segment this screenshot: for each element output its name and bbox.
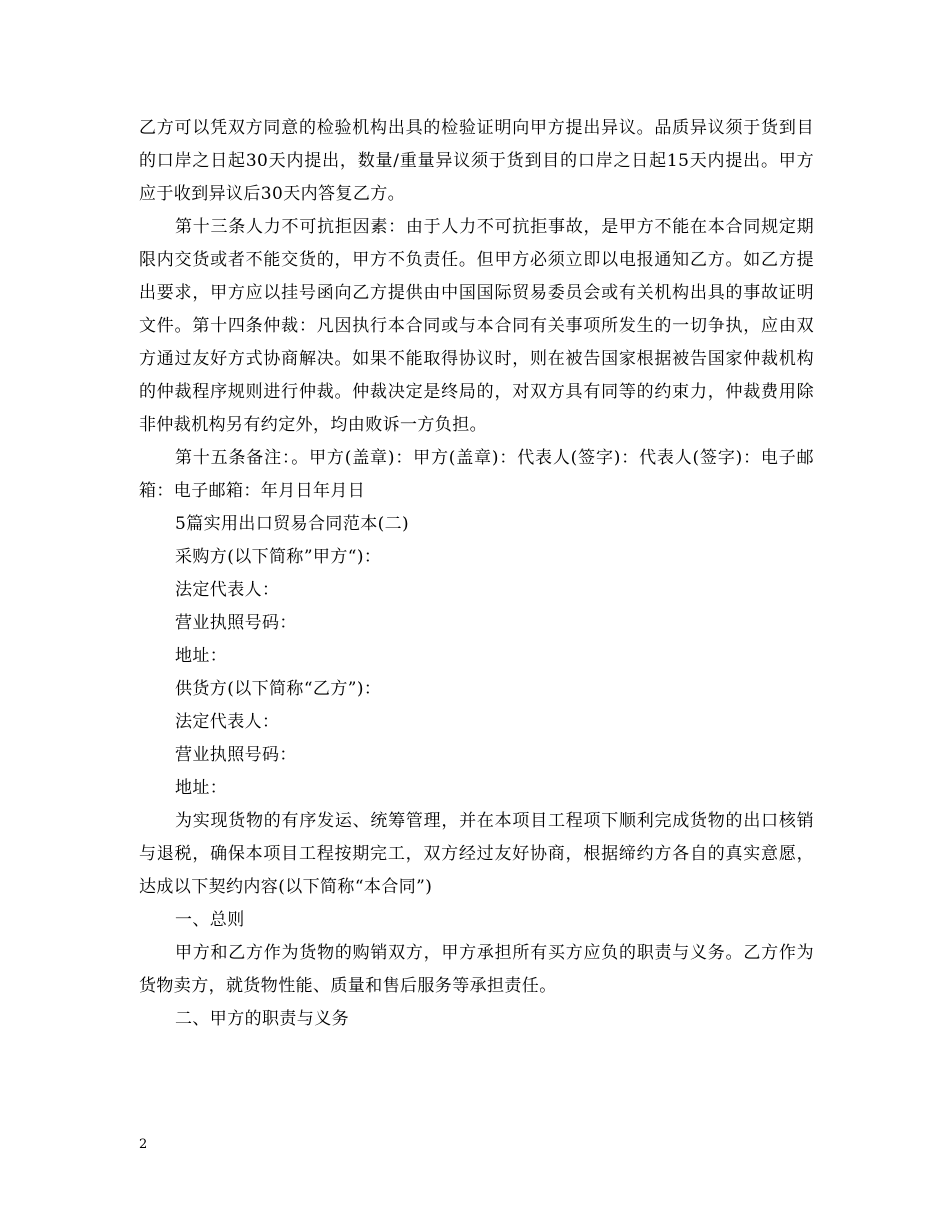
supplier-field: 供货方(以下简称“乙方”)：: [175, 679, 382, 699]
purchaser-address: 地址：: [175, 646, 228, 666]
heading-party-a-duties: 二、甲方的职责与义务: [175, 1009, 349, 1029]
supplier-license-number: 营业执照号码：: [175, 745, 297, 765]
paragraph-preamble: 为实现货物的有序发运、统筹管理，并在本项目工程项下顺利完成货物的出口核销与退税，确保本项目工程按期完工，双方经过友好协商，根据缔约方各自的真实意愿，达成以下契约内容(以下简称“本合同”): [139, 811, 814, 897]
paragraph-force-majeure-arbitration: 第十三条人力不可抗拒因素：由于人力不可抗拒事故，是甲方不能在本合同规定期限内交货或者不能交货的，甲方不负责任。但甲方必须立即以电报通知乙方。如乙方提出要求，甲方应以挂号函向乙方提供由中国国际贸易委员会或有关机构出具的事故证明文件。第十四条仲裁：凡因执行本合同或与本合同有关事项所发生的一切争执，应由双方通过友好方式协商解决。如果不能取得协议时，则在被告国家根据被告国家仲裁机构的仲裁程序规则进行仲裁。仲裁决定是终局的，对双方具有同等的约束力，仲裁费用除非仲裁机构另有约定外，均由败诉一方负担。: [139, 217, 814, 435]
page-number: 2: [139, 1137, 148, 1152]
supplier-address: 地址：: [175, 778, 228, 798]
document-body: [139, 112, 814, 1036]
purchaser-license-number: 营业执照号码：: [175, 613, 297, 633]
section-title: 5篇实用出口贸易合同范本(二): [175, 514, 410, 534]
paragraph-inspection-objection: 乙方可以凭双方同意的检验机构出具的检验证明向甲方提出异议。品质异议须于货到目的口岸之日起30天内提出，数量/重量异议须于货到目的口岸之日起15天内提出。甲方应于收到异议后30天内答复乙方。: [139, 118, 814, 204]
supplier-legal-representative: 法定代表人：: [175, 712, 280, 732]
paragraph-general-provisions: 甲方和乙方作为货物的购销双方，甲方承担所有买方应负的职责与义务。乙方作为货物卖方，就货物性能、质量和售后服务等承担责任。: [139, 943, 814, 996]
heading-general-provisions: 一、总则: [175, 910, 245, 930]
purchaser-legal-representative: 法定代表人：: [175, 580, 280, 600]
purchaser-field: 采购方(以下简称”甲方“)：: [175, 547, 382, 567]
paragraph-remarks-signatures: 第十五条备注：。甲方(盖章)：甲方(盖章)：代表人(签字)：代表人(签字)：电子邮箱：电子邮箱：年月日年月日: [139, 448, 814, 501]
